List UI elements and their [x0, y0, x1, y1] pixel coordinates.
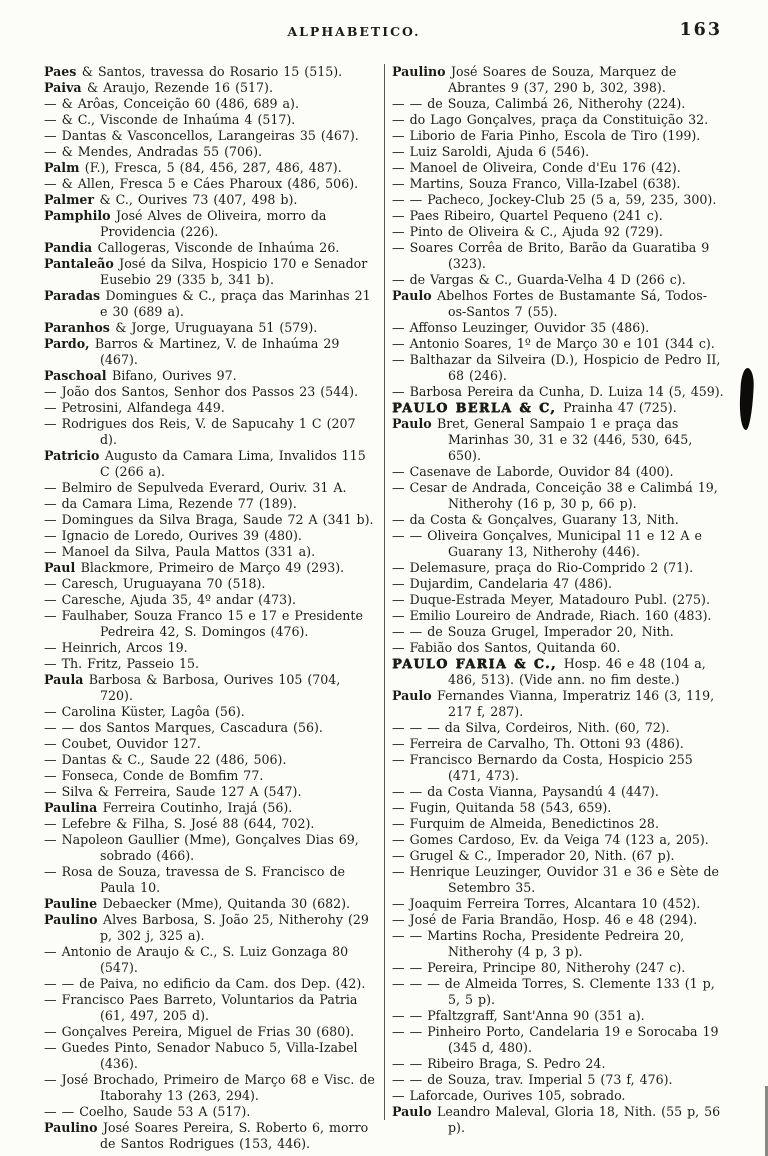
entry-lead-name: Paulino — [392, 64, 451, 79]
entry-text: Callogeras, Visconde de Inhaúma 26. — [97, 240, 340, 255]
directory-entry — [392, 112, 724, 128]
entry-lead-name: Palmer — [44, 192, 100, 207]
directory-entry — [392, 688, 724, 720]
left-column — [44, 64, 384, 1151]
entry-text: José Soares Pereira, S. Roberto 6, morro de Santos Rodrigues (153, 446). — [100, 1120, 369, 1151]
directory-entry — [392, 192, 724, 208]
directory-entry — [392, 336, 724, 352]
directory-entry — [392, 320, 724, 336]
directory-entry — [392, 224, 724, 240]
entry-text: — Emilio Loureiro de Andrade, Riach. 160 (483). — [392, 608, 712, 623]
directory-entry — [392, 1072, 724, 1088]
entry-text: José Alves de Oliveira, morro da Providencia (226). — [100, 208, 327, 239]
directory-entry — [44, 704, 377, 720]
entry-text: — Duque-Estrada Meyer, Matadouro Publ. (275). — [392, 592, 710, 607]
entry-text: — — Pfaltzgraff, Sant'Anna 90 (351 a). — [392, 1008, 645, 1023]
directory-entry — [44, 80, 377, 96]
directory-entry — [44, 816, 377, 832]
directory-entry — [392, 512, 724, 528]
entry-text: Domingues & C., praça das Marinhas 21 e 30 (689 a). — [100, 288, 371, 319]
entry-text: — Napoleon Gaullier (Mme), Gonçalves Dias 69, sobrado (466). — [44, 832, 359, 863]
entry-text: — Faulhaber, Souza Franco 15 e 17 e Presidente Pedreira 42, S. Domingos (476). — [44, 608, 363, 639]
directory-entry — [392, 384, 724, 400]
directory-entry — [44, 448, 377, 480]
directory-entry — [392, 400, 724, 416]
directory-entry — [44, 160, 377, 176]
directory-entry — [392, 640, 724, 656]
entry-text: — Cesar de Andrada, Conceição 38 e Calimbá 19, Nitherohy (16 p, 30 p, 66 p). — [392, 480, 718, 511]
directory-entry — [44, 800, 377, 816]
directory-entry — [392, 464, 724, 480]
entry-text: Bifano, Ourives 97. — [111, 368, 237, 383]
entry-text: — Fabião dos Santos, Quitanda 60. — [392, 640, 621, 655]
directory-entry — [44, 288, 377, 320]
directory-entry — [44, 1120, 377, 1152]
running-title: ALPHABETICO. — [287, 24, 421, 39]
entry-text: — Carolina Küster, Lagôa (56). — [44, 704, 245, 719]
directory-entry — [392, 480, 724, 512]
entry-text: — — — de Almeida Torres, S. Clemente 133 (1 p, 5, 5 p). — [392, 976, 715, 1007]
directory-entry — [392, 736, 724, 752]
entry-text: — Pinto de Oliveira & C., Ajuda 92 (729). — [392, 224, 663, 239]
directory-entry — [392, 560, 724, 576]
entry-lead-name: Pardo, — [44, 336, 95, 351]
entry-text: Augusto da Camara Lima, Invalidos 115 C (266 a). — [100, 448, 366, 479]
entry-text: — — Oliveira Gonçalves, Municipal 11 e 12 A e Guarany 13, Nitherohy (446). — [392, 528, 702, 559]
entry-text: — Silva & Ferreira, Saude 127 A (547). — [44, 784, 302, 799]
entry-text: — Dantas & Vasconcellos, Larangeiras 35 (467). — [44, 128, 359, 143]
directory-entry — [392, 864, 724, 896]
directory-entry — [44, 512, 377, 528]
entry-text: — José de Faria Brandão, Hosp. 46 e 48 (294). — [392, 912, 698, 927]
directory-entry — [44, 592, 377, 608]
entry-lead-name: Paulo — [392, 1104, 438, 1119]
directory-entry — [44, 96, 377, 112]
directory-entry — [392, 1024, 724, 1056]
directory-entry — [44, 560, 377, 576]
directory-entry — [44, 240, 377, 256]
directory-entry — [392, 912, 724, 928]
entry-lead-name: Paulina — [44, 800, 103, 815]
entry-text: Bret, General Sampaio 1 e praça das Marinhas 30, 31 e 32 (446, 530, 645, 650). — [437, 416, 693, 463]
directory-entry — [44, 1104, 377, 1120]
entry-lead-name: Paulo — [392, 416, 438, 431]
entry-text: — & Arôas, Conceição 60 (486, 689 a). — [44, 96, 299, 111]
entry-lead-name: Patricio — [44, 448, 105, 463]
directory-entry — [44, 1040, 377, 1072]
directory-entry — [44, 576, 377, 592]
directory-entry — [44, 256, 377, 288]
entry-text: — Francisco Paes Barreto, Voluntarios da Patria (61, 497, 205 d). — [44, 992, 358, 1023]
entry-text: — Dujardim, Candelaria 47 (486). — [392, 576, 613, 591]
entry-text: — — — da Silva, Cordeiros, Nith. (60, 72). — [392, 720, 670, 735]
entry-text: Alves Barbosa, S. João 25, Nitherohy (29 p, 302 j, 325 a). — [100, 912, 369, 943]
entry-text: — Grugel & C., Imperador 20, Nith. (67 p). — [392, 848, 675, 863]
entry-lead-name: Paulo — [392, 288, 438, 303]
directory-entry — [44, 784, 377, 800]
directory-entry — [392, 960, 724, 976]
entry-lead-name: Paul — [44, 560, 81, 575]
directory-entry — [44, 992, 377, 1024]
entry-lead-name: Paiva — [44, 80, 87, 95]
entry-lead-name: Paranhos — [44, 320, 116, 335]
directory-entry — [44, 320, 377, 336]
entry-text: — Domingues da Silva Braga, Saude 72 A (341 b). — [44, 512, 374, 527]
entry-text: Abelhos Fortes de Bustamante Sá, Todos-os-Santos 7 (55). — [437, 288, 707, 319]
directory-entry — [392, 528, 724, 560]
directory-entry — [44, 768, 377, 784]
entry-text: — Rosa de Souza, travessa de S. Francisco de Paula 10. — [44, 864, 345, 895]
entry-text: — Gonçalves Pereira, Miguel de Frias 30 (680). — [44, 1024, 355, 1039]
entry-text: — Liborio de Faria Pinho, Escola de Tiro (199). — [392, 128, 701, 143]
entry-lead-name: Palm — [44, 160, 85, 175]
entry-lead-name: Pandia — [44, 240, 98, 255]
directory-entry — [392, 176, 724, 192]
directory-entry — [392, 896, 724, 912]
entry-text: — Laforcade, Ourives 105, sobrado. — [392, 1088, 626, 1103]
entry-text: — Furquim de Almeida, Benedictinos 28. — [392, 816, 659, 831]
directory-entry — [392, 144, 724, 160]
directory-entry — [44, 608, 377, 640]
entry-lead-name: Pantaleão — [44, 256, 120, 271]
directory-entry — [392, 752, 724, 784]
directory-entry — [392, 416, 724, 464]
directory-entry — [392, 96, 724, 112]
directory-entry — [44, 480, 377, 496]
entry-text: (F.), Fresca, 5 (84, 456, 287, 486, 487). — [84, 160, 342, 175]
entry-text: — Luiz Saroldi, Ajuda 6 (546). — [392, 144, 590, 159]
entry-text: Debaecker (Mme), Quitanda 30 (682). — [102, 896, 351, 911]
directory-entry — [44, 416, 377, 448]
entry-text: — Guedes Pinto, Senador Nabuco 5, Villa-Izabel (436). — [44, 1040, 358, 1071]
entry-text: — Manoel da Silva, Paula Mattos (331 a). — [44, 544, 316, 559]
directory-entry — [44, 736, 377, 752]
entry-lead-name: Paulino — [44, 1120, 103, 1135]
directory-entry — [44, 496, 377, 512]
entry-text: — Antonio de Araujo & C., S. Luiz Gonzaga 80 (547). — [44, 944, 349, 975]
entry-text: — Lefebre & Filha, S. José 88 (644, 702). — [44, 816, 315, 831]
entry-text: — de Vargas & C., Guarda-Velha 4 D (266 c). — [392, 272, 686, 287]
directory-entry — [44, 64, 377, 80]
entry-text: — Joaquim Ferreira Torres, Alcantara 10 (452). — [392, 896, 701, 911]
entry-text: — Fonseca, Conde de Bomfim 77. — [44, 768, 264, 783]
entry-text: — Fugin, Quitanda 58 (543, 659). — [392, 800, 612, 815]
entry-lead-name: Pamphilo — [44, 208, 116, 223]
entry-text: — — Coelho, Saude 53 A (517). — [44, 1104, 251, 1119]
page-header — [0, 20, 768, 46]
directory-entry — [44, 864, 377, 896]
directory-entry — [44, 912, 377, 944]
entry-text: & C., Ourives 73 (407, 498 b). — [99, 192, 298, 207]
entry-text: — José Brochado, Primeiro de Março 68 e Visc. de Itaborahy 13 (263, 294). — [44, 1072, 375, 1103]
entry-text: — Dantas & C., Saude 22 (486, 506). — [44, 752, 287, 767]
entry-text: Hosp. 46 e 48 (104 a, 486, 513). (Vide ann. no fim deste.) — [448, 656, 706, 687]
scan-ink-blob-artifact — [738, 368, 754, 431]
directory-entry — [392, 272, 724, 288]
entry-text: — — Pinheiro Porto, Candelaria 19 e Sorocaba 19 (345 d, 480). — [392, 1024, 719, 1055]
entry-lead-name: Paes — [44, 64, 82, 79]
entry-lead-name: Paschoal — [44, 368, 112, 383]
entry-text: — Gomes Cardoso, Ev. da Veiga 74 (123 a, 205). — [392, 832, 709, 847]
entry-text: — Affonso Leuzinger, Ouvidor 35 (486). — [392, 320, 650, 335]
entry-text: — — de Paiva, no edificio da Cam. dos Dep. (42). — [44, 976, 366, 991]
directory-entry — [44, 640, 377, 656]
entry-text: — Belmiro de Sepulveda Everard, Ouriv. 31 A. — [44, 480, 347, 495]
entry-text: José Soares de Souza, Marquez de Abrantes 9 (37, 290 b, 302, 398). — [448, 64, 677, 95]
directory-entry — [44, 112, 377, 128]
entry-text: — — Martins Rocha, Presidente Pedreira 20, Nitherohy (4 p, 3 p). — [392, 928, 685, 959]
entry-text: — & Allen, Fresca 5 e Cáes Pharoux (486, 506). — [44, 176, 359, 191]
directory-entry — [392, 592, 724, 608]
entry-text: Barros & Martinez, V. de Inhaúma 29 (467). — [94, 336, 340, 367]
page-number: 163 — [679, 20, 722, 40]
directory-entry — [392, 816, 724, 832]
directory-entry — [392, 624, 724, 640]
entry-text: — Petrosini, Alfandega 449. — [44, 400, 225, 415]
directory-entry — [44, 208, 377, 240]
entry-text: — — dos Santos Marques, Cascadura (56). — [44, 720, 323, 735]
directory-entry — [44, 336, 377, 368]
entry-lead-name: PAULO BERLA & C, — [392, 400, 564, 415]
entry-text: — — de Souza Grugel, Imperador 20, Nith. — [392, 624, 674, 639]
directory-entry — [44, 944, 377, 976]
entry-text: — Th. Fritz, Passeio 15. — [44, 656, 200, 671]
entry-text: — Barbosa Pereira da Cunha, D. Luiza 14 (5, 459). — [392, 384, 724, 399]
directory-entry — [44, 384, 377, 400]
directory-entry — [44, 976, 377, 992]
entry-text: — Ferreira de Carvalho, Th. Ottoni 93 (486). — [392, 736, 684, 751]
directory-entry — [44, 1024, 377, 1040]
entry-lead-name: Paula — [44, 672, 89, 687]
directory-entry — [392, 1104, 724, 1136]
directory-entry — [392, 928, 724, 960]
entry-text: — Manoel de Oliveira, Conde d'Eu 176 (42). — [392, 160, 681, 175]
entry-text: & Santos, travessa do Rosario 15 (515). — [81, 64, 343, 79]
entry-text: — & Mendes, Andradas 55 (706). — [44, 144, 262, 159]
directory-entry — [392, 1056, 724, 1072]
entry-lead-name: PAULO FARIA & C., — [392, 656, 564, 671]
directory-entry — [392, 160, 724, 176]
entry-text: Ferreira Coutinho, Irajá (56). — [102, 800, 293, 815]
entry-text: — Henrique Leuzinger, Ouvidor 31 e 36 e Sète de Setembro 35. — [392, 864, 720, 895]
entry-text: — da Camara Lima, Rezende 77 (189). — [44, 496, 297, 511]
entry-text: — Antonio Soares, 1º de Março 30 e 101 (344 c). — [392, 336, 715, 351]
entry-text: José da Silva, Hospicio 170 e Senador Eusebio 29 (335 b, 341 b). — [100, 256, 368, 287]
directory-entry — [392, 64, 724, 96]
directory-entry — [44, 1072, 377, 1104]
directory-entry — [44, 528, 377, 544]
directory-entry — [392, 832, 724, 848]
entry-lead-name: Paulo — [392, 688, 438, 703]
directory-entry — [392, 240, 724, 272]
entry-text: & Jorge, Uruguayana 51 (579). — [115, 320, 318, 335]
directory-entry — [44, 368, 377, 384]
directory-entry — [392, 720, 724, 736]
directory-entry — [392, 352, 724, 384]
entry-text: — do Lago Gonçalves, praça da Constituição 32. — [392, 112, 709, 127]
entry-text: — Caresch, Uruguayana 70 (518). — [44, 576, 266, 591]
entry-lead-name: Pauline — [44, 896, 103, 911]
directory-entry — [392, 800, 724, 816]
directory-entry — [392, 1008, 724, 1024]
directory-entry — [392, 576, 724, 592]
entry-text: — — de Souza, trav. Imperial 5 (73 f, 476). — [392, 1072, 673, 1087]
entry-text: — Rodrigues dos Reis, V. de Sapucahy 1 C (207 d). — [44, 416, 356, 447]
entry-text: — Martins, Souza Franco, Villa-Izabel (638). — [392, 176, 681, 191]
entry-text: — da Costa & Gonçalves, Guarany 13, Nith. — [392, 512, 679, 527]
directory-entry — [44, 720, 377, 736]
entry-text: Fernandes Vianna, Imperatriz 146 (3, 119, 217 f, 287). — [437, 688, 715, 719]
directory-entry — [44, 896, 377, 912]
directory-entry — [44, 672, 377, 704]
entry-text: — Heinrich, Arcos 19. — [44, 640, 188, 655]
entry-lead-name: Paulino — [44, 912, 103, 927]
entry-text: — João dos Santos, Senhor dos Passos 23 (544). — [44, 384, 359, 399]
directory-entry — [44, 192, 377, 208]
directory-entry — [392, 976, 724, 1008]
entry-text: — — Ribeiro Braga, S. Pedro 24. — [392, 1056, 606, 1071]
directory-entry — [392, 1088, 724, 1104]
entry-text: — — Pereira, Principe 80, Nitherohy (247 c). — [392, 960, 686, 975]
entry-lead-name: Paradas — [44, 288, 106, 303]
directory-entry — [392, 288, 724, 320]
entry-text: — & C., Visconde de Inhaúma 4 (517). — [44, 112, 296, 127]
entry-text: — Balthazar da Silveira (D.), Hospicio de Pedro II, 68 (246). — [392, 352, 721, 383]
entry-text: — — da Costa Vianna, Paysandú 4 (447). — [392, 784, 659, 799]
entry-text: — — de Souza, Calimbá 26, Nitherohy (224). — [392, 96, 686, 111]
entry-text: & Araujo, Rezende 16 (517). — [86, 80, 273, 95]
directory-entry — [392, 128, 724, 144]
two-column-text-block — [44, 64, 726, 1151]
entry-text: — — Pacheco, Jockey-Club 25 (5 a, 59, 235, 300). — [392, 192, 717, 207]
right-column — [384, 64, 724, 1135]
directory-entry — [392, 208, 724, 224]
entry-text: — Casenave de Laborde, Ouvidor 84 (400). — [392, 464, 674, 479]
entry-text: — Ignacio de Loredo, Ourives 39 (480). — [44, 528, 302, 543]
directory-entry — [392, 608, 724, 624]
entry-text: Barbosa & Barbosa, Ourives 105 (704, 720). — [88, 672, 341, 703]
entry-text: Leandro Maleval, Gloria 18, Nith. (55 p, 56 p). — [437, 1104, 721, 1135]
directory-entry — [44, 544, 377, 560]
directory-entry — [44, 176, 377, 192]
entry-text: — Soares Corrêa de Brito, Barão da Guaratiba 9 (323). — [392, 240, 710, 271]
entry-text: — Coubet, Ouvidor 127. — [44, 736, 201, 751]
directory-entry — [44, 128, 377, 144]
directory-entry — [392, 848, 724, 864]
entry-text: — Caresche, Ajuda 35, 4º andar (473). — [44, 592, 297, 607]
entry-text: — Paes Ribeiro, Quartel Pequeno (241 c). — [392, 208, 663, 223]
directory-entry — [44, 144, 377, 160]
entry-text: Blackmore, Primeiro de Março 49 (293). — [80, 560, 345, 575]
entry-text: Prainha 47 (725). — [563, 400, 677, 415]
entry-text: — Francisco Bernardo da Costa, Hospicio 255 (471, 473). — [392, 752, 693, 783]
directory-entry — [392, 784, 724, 800]
directory-entry — [44, 752, 377, 768]
directory-entry — [44, 400, 377, 416]
entry-text: — Delemasure, praça do Rio-Comprido 2 (71). — [392, 560, 694, 575]
directory-entry — [44, 832, 377, 864]
directory-entry — [392, 656, 724, 688]
directory-entry — [44, 656, 377, 672]
